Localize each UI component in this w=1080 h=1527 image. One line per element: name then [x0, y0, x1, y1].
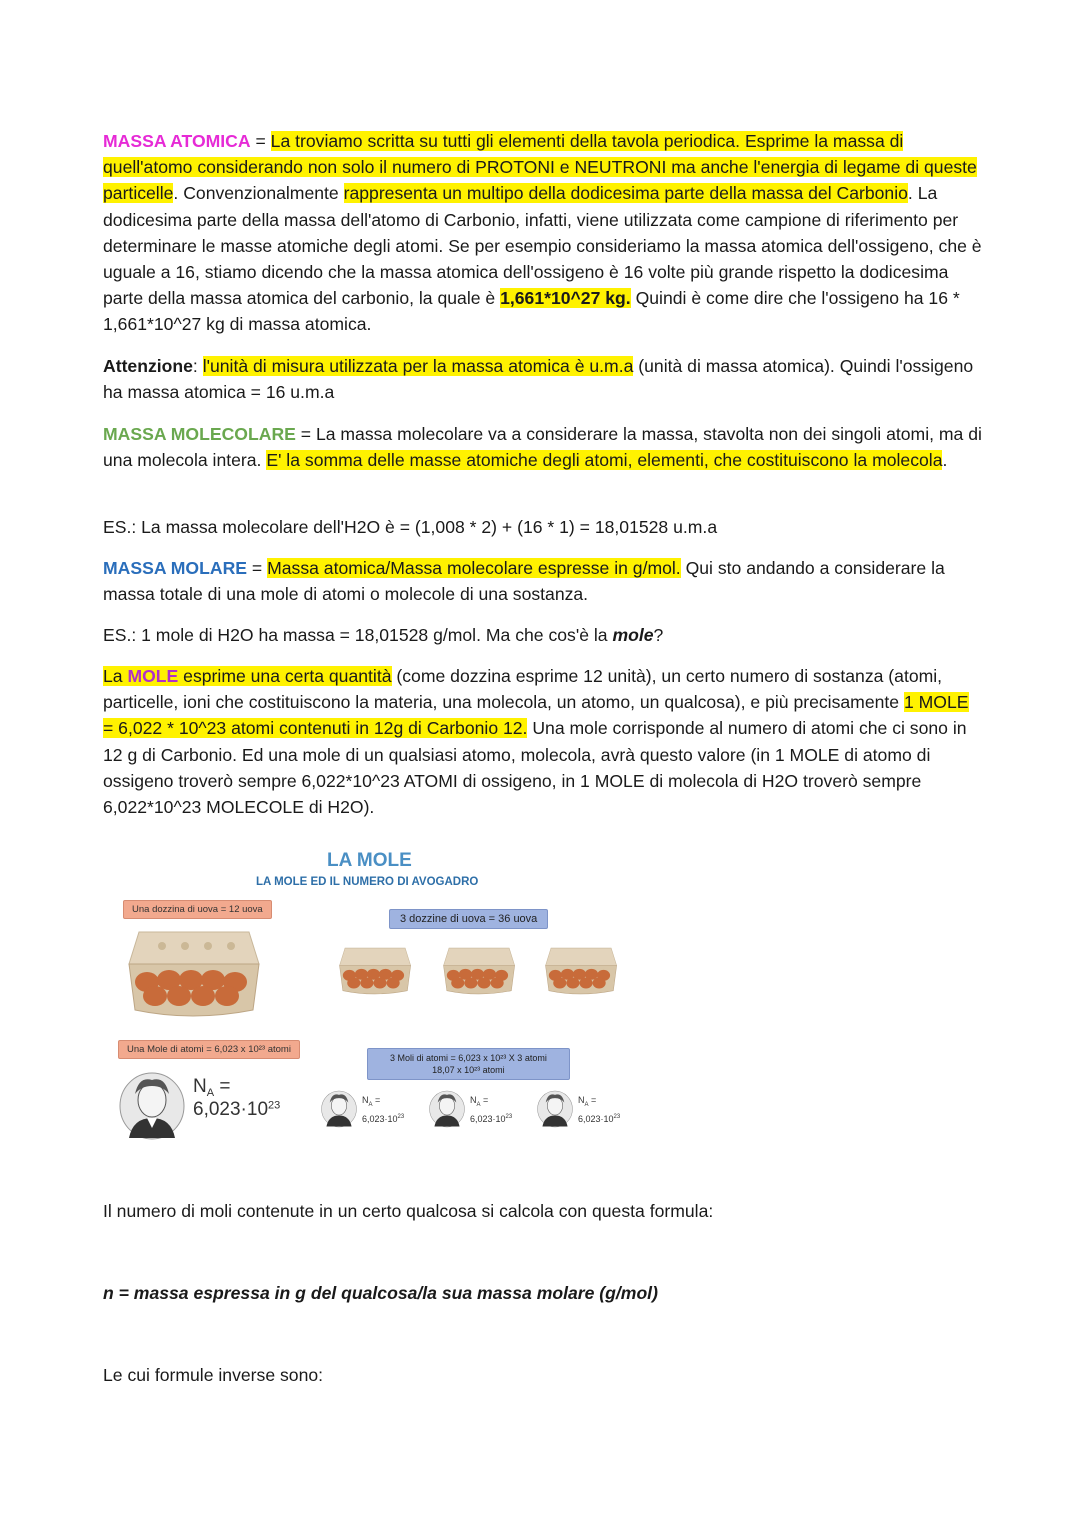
na-symbol: N [470, 1095, 477, 1105]
highlight: Massa atomica/Massa molecolare espresse in g/mol. [267, 558, 681, 578]
paragraph-esempio-h2o: ES.: La massa molecolare dell'H2O è = (1,008 * 2) + (16 * 1) = 18,01528 u.m.a [103, 517, 718, 537]
formula-moles: n = massa espressa in g del qualcosa/la sua massa molare (g/mol) [103, 1283, 658, 1303]
keyword-massa-molare: MASSA MOLARE [103, 558, 248, 578]
figure-title: LA MOLE [327, 850, 412, 871]
mole-label: Una Mole di atomi = 6,023 x 10²³ atomi [118, 1040, 300, 1059]
text: . La dodicesima parte della massa dell'atomo di Carbonio, infatti, viene utilizzata come campione di riferimento per determinare le masse atomiche degli atomi. Se per esempio consideriamo la massa atomica dell'ossigeno, che è uguale a 16, stiamo dicendo che la massa atomica dell'ossigeno è 16 volte più grande rispetto la dodicesima parte della massa atomica del carbonio, la quale è [103, 183, 982, 309]
avogadro-portrait-icon [537, 1090, 573, 1128]
text: = [247, 558, 268, 578]
keyword-massa-atomica: MASSA ATOMICA [103, 131, 251, 151]
three-dozen-label: 3 dozzine di uova = 36 uova [389, 909, 548, 929]
avogadro-number-small [362, 1094, 404, 1125]
highlight: rappresenta un multipo della dodicesima parte della massa del Carbonio [343, 183, 908, 204]
highlight: 1 MOLE = 6,022 * 10^23 atomi contenuti in 12g di Carbonio 12. [103, 692, 969, 739]
text: Quindi è come dire che l'ossigeno ha 16 * 1,661*10^27 kg di massa atomica. [103, 288, 960, 335]
egg-carton-icon [539, 942, 621, 1000]
highlight: La [103, 666, 128, 686]
paragraph-massa-molecolare [103, 421, 983, 473]
na-equals: = [588, 1095, 597, 1105]
term-mole: mole [612, 625, 654, 645]
text: = [250, 131, 271, 151]
paragraph-inverse-formulas: Le cui formule inverse sono: [103, 1365, 324, 1385]
paragraph-attenzione [103, 353, 983, 405]
na-subscript: A [476, 1101, 481, 1108]
na-symbol: N [362, 1095, 369, 1105]
text: ES.: 1 mole di H2O ha massa = 18,01528 g/mol. Ma che cos'è la [103, 625, 613, 645]
na-symbol: N [578, 1095, 585, 1105]
na-symbol: N [193, 1076, 207, 1097]
na-value: 6,023·10 [578, 1113, 614, 1124]
na-value: 6,023·10 [470, 1113, 506, 1124]
na-exponent: 23 [397, 1113, 405, 1120]
highlight: E' la somma delle masse atomiche degli atomi, elementi, che costituiscono la molecola [266, 450, 943, 471]
paragraph-massa-molare [103, 555, 983, 607]
three-mole-line: 3 Moli di atomi = 6,023 x 10²³ X 3 atomi [390, 1053, 547, 1063]
avogadro-number-small [470, 1094, 512, 1125]
paragraph-massa-atomica [103, 128, 983, 338]
highlight-bold: 1,661*10^27 kg. [500, 288, 631, 309]
three-mole-label [367, 1048, 570, 1080]
text: ? [653, 625, 664, 645]
egg-carton-icon [117, 924, 267, 1024]
avogadro-portrait-icon [321, 1090, 357, 1128]
text: . [942, 450, 948, 471]
text: Qui sto andando a considerare la massa totale di una mole di atomi o molecole di una sostanza. [103, 558, 945, 605]
na-exponent: 23 [613, 1113, 621, 1120]
na-subscript: A [368, 1101, 373, 1108]
text: (unità di massa atomica). Quindi l'ossigeno ha massa atomica = 16 u.m.a [103, 356, 974, 403]
avogadro-number-main [193, 1076, 280, 1121]
mole-infographic [103, 846, 643, 1142]
text: . Convenzionalmente [173, 183, 344, 204]
egg-carton-icon [437, 942, 519, 1000]
na-subscript: A [206, 1087, 215, 1100]
na-subscript: A [584, 1101, 589, 1108]
egg-carton-icon [333, 942, 415, 1000]
keyword-attenzione: Attenzione [103, 356, 193, 376]
na-value: 6,023·10 [193, 1099, 269, 1121]
text: = La massa molecolare va a considerare la massa, stavolta non dei singoli atomi, ma di una molecola intera. [103, 424, 982, 471]
avogadro-portrait-icon [119, 1072, 185, 1140]
na-exponent: 23 [268, 1099, 281, 1112]
paragraph-formula-intro: Il numero di moli contenute in un certo qualcosa si calcola con questa formula: [103, 1201, 714, 1221]
avogadro-portrait-icon [429, 1090, 465, 1128]
paragraph-mole [103, 663, 983, 820]
highlight: esprime una certa quantità [178, 666, 392, 686]
avogadro-number-small [578, 1094, 620, 1125]
na-equals: = [372, 1095, 381, 1105]
figure-subtitle: LA MOLE ED IL NUMERO DI AVOGADRO [256, 876, 479, 888]
three-mole-line: 18,07 x 10²³ atomi [432, 1065, 505, 1075]
na-value: 6,023·10 [362, 1113, 398, 1124]
text: (come dozzina esprime 12 unità), un certo numero di sostanza (atomi, particelle, ioni che costituiscono la materia, una molecola, un atomo, un qualcosa), e più precisamente [103, 666, 943, 713]
na-equals: = [480, 1095, 489, 1105]
na-exponent: 23 [505, 1113, 513, 1120]
dozen-label: Una dozzina di uova = 12 uova [123, 900, 272, 919]
paragraph-esempio-mole [103, 622, 983, 648]
keyword-mole: MOLE [127, 666, 179, 686]
highlight: La troviamo scritta su tutti gli elementi della tavola periodica. Esprime la massa di quell'atomo considerando non solo il numero di PROTONI e NEUTRONI ma anche l'energia di legame di queste particelle [103, 131, 977, 204]
highlight: l'unità di misura utilizzata per la massa atomica è u.m.a [202, 356, 634, 376]
text: Una mole corrisponde al numero di atomi che ci sono in 12 g di Carbonio. Ed una mole di un qualsiasi atomo, molecola, avrà questo valore (in 1 MOLE di atomo di ossigeno troverò sempre 6,022*10^23 ATOMI di ossigeno, in 1 MOLE di molecola di H2O troverò sempre 6,022*10^23 MOLECOLE di H2O). [103, 718, 967, 818]
keyword-massa-molecolare: MASSA MOLECOLARE [103, 424, 296, 444]
na-equals: = [214, 1076, 231, 1097]
text: : [192, 356, 203, 376]
